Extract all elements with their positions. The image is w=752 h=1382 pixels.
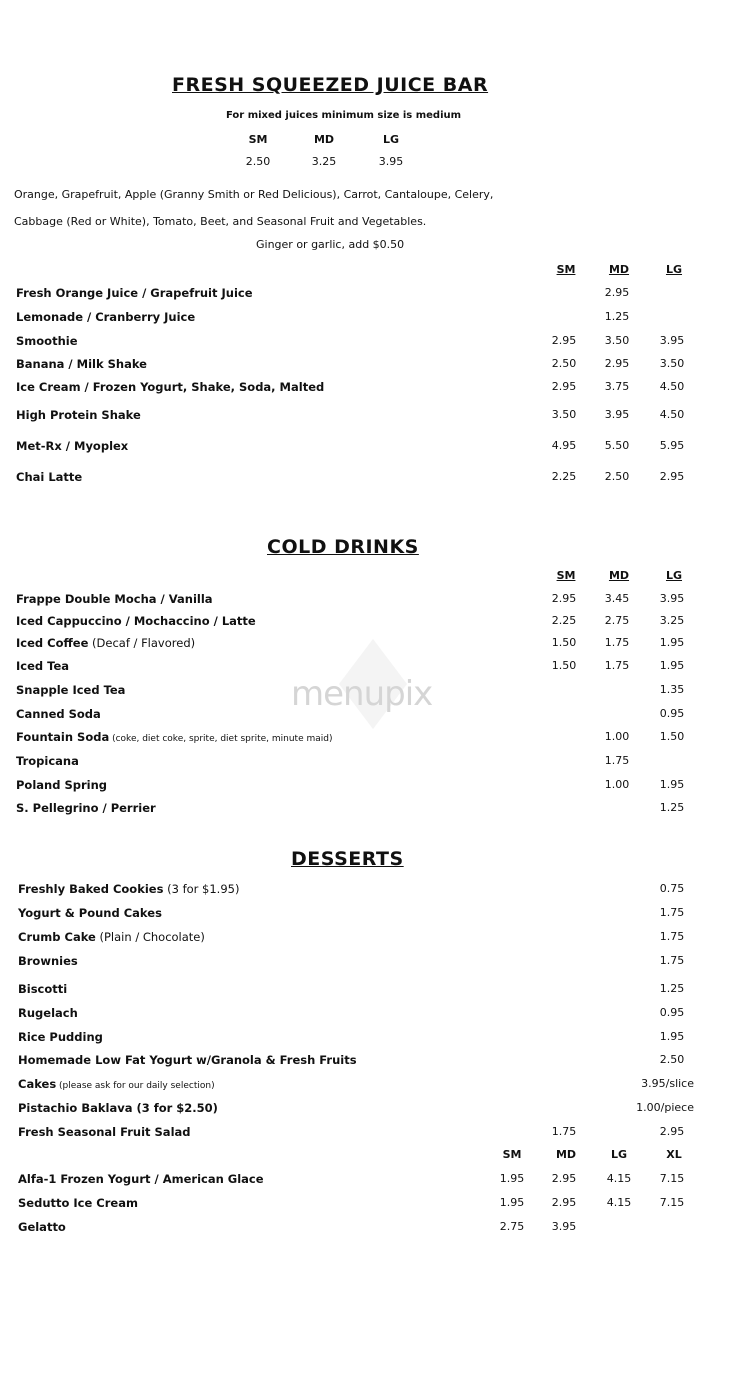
juice-size-sm: SM (248, 133, 268, 146)
price-md: 3.95 (604, 408, 630, 421)
price: 0.75 (659, 882, 685, 895)
juice-size-lg: LG (382, 133, 400, 146)
price-md: 2.95 (604, 357, 630, 370)
item-label: S. Pellegrino / Perrier (16, 801, 156, 815)
price-md: 2.95 (604, 286, 630, 299)
menu-item-name (18, 906, 162, 920)
price-md: 3.45 (604, 592, 630, 605)
price-lg: 4.50 (659, 380, 685, 393)
menu-item-name (16, 801, 156, 815)
price-md: 1.75 (604, 754, 630, 767)
juice-header-lg: LG (665, 263, 683, 276)
menu-item-name (18, 1077, 215, 1091)
item-label: Fountain Soda (16, 730, 110, 744)
menu-item-name (16, 683, 125, 697)
juice-bar-note: For mixed juices minimum size is medium (226, 110, 462, 121)
menu-item-name (16, 754, 79, 768)
cold-header-sm: SM (556, 569, 576, 582)
item-label: Biscotti (18, 982, 68, 996)
price-md: 5.50 (604, 439, 630, 452)
price-md: 1.25 (604, 310, 630, 323)
frozen-header-sm: SM (502, 1148, 522, 1161)
price-lg: 3.95 (659, 592, 685, 605)
item-label: Cakes (18, 1077, 57, 1091)
price-md: 2.95 (551, 1172, 577, 1185)
frozen-header-md: MD (555, 1148, 577, 1161)
watermark-text: menupix (291, 674, 433, 714)
menu-item-name (16, 408, 141, 422)
item-description: (please ask for our daily selection) (56, 1081, 215, 1091)
price-md: 3.95 (551, 1220, 577, 1233)
item-label: Pistachio Baklava (3 for $2.50) (18, 1101, 218, 1115)
juice-size-price-lg: 3.95 (378, 155, 404, 168)
item-label: Yogurt & Pound Cakes (18, 906, 162, 920)
item-label: Rugelach (18, 1006, 78, 1020)
menu-item-name (16, 286, 253, 300)
item-label: Iced Coffee (16, 636, 89, 650)
price-lg: 1.25 (659, 801, 685, 814)
desserts-title: DESSERTS (291, 848, 404, 870)
menu-item-name (16, 439, 128, 453)
juice-header-md: MD (608, 263, 630, 276)
item-label: Tropicana (16, 754, 79, 768)
menu-item-name (18, 1196, 138, 1210)
price-sm: 1.95 (499, 1196, 525, 1209)
item-label: Gelatto (18, 1220, 66, 1234)
menu-item-name (18, 1030, 103, 1044)
price-md: 1.00 (604, 778, 630, 791)
juice-size-price-md: 3.25 (311, 155, 337, 168)
fruit-salad-price2: 2.95 (659, 1125, 685, 1138)
price-lg: 2.95 (659, 470, 685, 483)
fruit-salad-name: Fresh Seasonal Fruit Salad (18, 1125, 191, 1139)
item-label: Met-Rx / Myoplex (16, 439, 129, 453)
item-label: Fresh Orange Juice / Grapefruit Juice (16, 286, 253, 300)
price-md: 1.75 (604, 659, 630, 672)
item-label: Sedutto Ice Cream (18, 1196, 138, 1210)
price-lg: 3.50 (659, 357, 685, 370)
price-sm: 1.50 (551, 659, 577, 672)
price: 1.00/piece (636, 1101, 694, 1114)
price-sm: 1.95 (499, 1172, 525, 1185)
item-label: Brownies (18, 954, 78, 968)
price: 3.95/slice (641, 1077, 694, 1090)
price-md: 3.75 (604, 380, 630, 393)
menu-item-name (16, 380, 324, 394)
price: 1.75 (659, 906, 685, 919)
price-md: 2.75 (604, 614, 630, 627)
menu-item-name (18, 982, 67, 996)
menu-item-name (18, 930, 205, 944)
menu-item-name (18, 1172, 264, 1186)
menu-item-name (16, 614, 256, 628)
item-label: Poland Spring (16, 778, 108, 792)
item-label: Banana / Milk Shake (16, 357, 147, 371)
price-lg: 3.95 (659, 334, 685, 347)
juice-description-line2: Cabbage (Red or White), Tomato, Beet, and Seasonal Fruit and Vegetables. (14, 215, 427, 228)
item-label: Ice Cream / Frozen Yogurt, Shake, Soda, Malted (16, 380, 325, 394)
price-sm: 4.95 (551, 439, 577, 452)
item-label: Smoothie (16, 334, 78, 348)
price: 1.95 (659, 1030, 685, 1043)
price-xl: 7.15 (659, 1196, 685, 1209)
price-lg: 4.15 (606, 1172, 632, 1185)
juice-size-md: MD (313, 133, 335, 146)
price-lg: 4.15 (606, 1196, 632, 1209)
item-label: Crumb Cake (18, 930, 96, 944)
item-label: Alfa-1 Frozen Yogurt / American Glace (18, 1172, 264, 1186)
menu-item-name (16, 707, 101, 721)
menu-item-name (18, 882, 239, 896)
price-lg: 1.35 (659, 683, 685, 696)
price-lg: 3.25 (659, 614, 685, 627)
price: 1.75 (659, 954, 685, 967)
price-md: 2.95 (551, 1196, 577, 1209)
menu-item-name (18, 954, 78, 968)
menu-item-name (18, 1101, 218, 1115)
price-sm: 2.95 (551, 334, 577, 347)
price-sm: 2.95 (551, 592, 577, 605)
item-label: Snapple Iced Tea (16, 683, 126, 697)
menu-item-name (16, 357, 147, 371)
item-label: High Protein Shake (16, 408, 141, 422)
item-label: Canned Soda (16, 707, 101, 721)
price-lg: 1.95 (659, 636, 685, 649)
juice-description-line1: Orange, Grapefruit, Apple (Granny Smith or Red Delicious), Carrot, Cantaloupe, Celery, (14, 188, 494, 201)
item-label: Freshly Baked Cookies (18, 882, 164, 896)
menu-item-name (16, 659, 69, 673)
price-lg: 0.95 (659, 707, 685, 720)
frozen-header-xl: XL (666, 1148, 682, 1161)
menu-item-name (16, 310, 195, 324)
price-sm: 2.25 (551, 470, 577, 483)
cold-header-lg: LG (665, 569, 683, 582)
item-description: (coke, diet coke, sprite, diet sprite, minute maid) (109, 734, 333, 744)
price-sm: 3.50 (551, 408, 577, 421)
menu-item-name (18, 1053, 357, 1067)
price-md: 1.75 (604, 636, 630, 649)
cold-drinks-title: COLD DRINKS (267, 536, 419, 558)
item-description: (Decaf / Flavored) (88, 636, 196, 650)
menu-item-name (16, 730, 333, 744)
menu-item-name (18, 1006, 78, 1020)
menu-item-name (16, 636, 195, 650)
price-md: 2.50 (604, 470, 630, 483)
price-lg: 1.95 (659, 778, 685, 791)
item-description: (3 for $1.95) (163, 882, 240, 896)
juice-header-sm: SM (556, 263, 576, 276)
menu-item-name (16, 592, 213, 606)
item-description: (Plain / Chocolate) (95, 930, 205, 944)
frozen-header-lg: LG (610, 1148, 628, 1161)
price-sm: 1.50 (551, 636, 577, 649)
item-label: Iced Cappuccino / Mochaccino / Latte (16, 614, 256, 628)
price: 2.50 (659, 1053, 685, 1066)
price-sm: 2.25 (551, 614, 577, 627)
price-lg: 5.95 (659, 439, 685, 452)
item-label: Rice Pudding (18, 1030, 103, 1044)
juice-bar-title: FRESH SQUEEZED JUICE BAR (172, 74, 489, 96)
price-lg: 4.50 (659, 408, 685, 421)
watermark-logo (285, 660, 465, 730)
price-lg: 1.50 (659, 730, 685, 743)
price-xl: 7.15 (659, 1172, 685, 1185)
price-sm: 2.95 (551, 380, 577, 393)
price-sm: 2.50 (551, 357, 577, 370)
price: 0.95 (659, 1006, 685, 1019)
fruit-salad-price1: 1.75 (551, 1125, 577, 1138)
menu-item-name (16, 470, 82, 484)
price: 1.25 (659, 982, 685, 995)
item-label: Chai Latte (16, 470, 83, 484)
item-label: Lemonade / Cranberry Juice (16, 310, 196, 324)
item-label: Homemade Low Fat Yogurt w/Granola & Fresh Fruits (18, 1053, 357, 1067)
item-label: Iced Tea (16, 659, 70, 673)
juice-size-price-sm: 2.50 (245, 155, 271, 168)
price-sm: 2.75 (499, 1220, 525, 1233)
price-md: 1.00 (604, 730, 630, 743)
cold-header-md: MD (608, 569, 630, 582)
price: 1.75 (659, 930, 685, 943)
menu-item-name (16, 334, 78, 348)
menu-item-name (16, 778, 107, 792)
juice-addon: Ginger or garlic, add $0.50 (256, 238, 405, 251)
item-label: Frappe Double Mocha / Vanilla (16, 592, 213, 606)
price-lg: 1.95 (659, 659, 685, 672)
menu-item-name (18, 1220, 66, 1234)
price-md: 3.50 (604, 334, 630, 347)
